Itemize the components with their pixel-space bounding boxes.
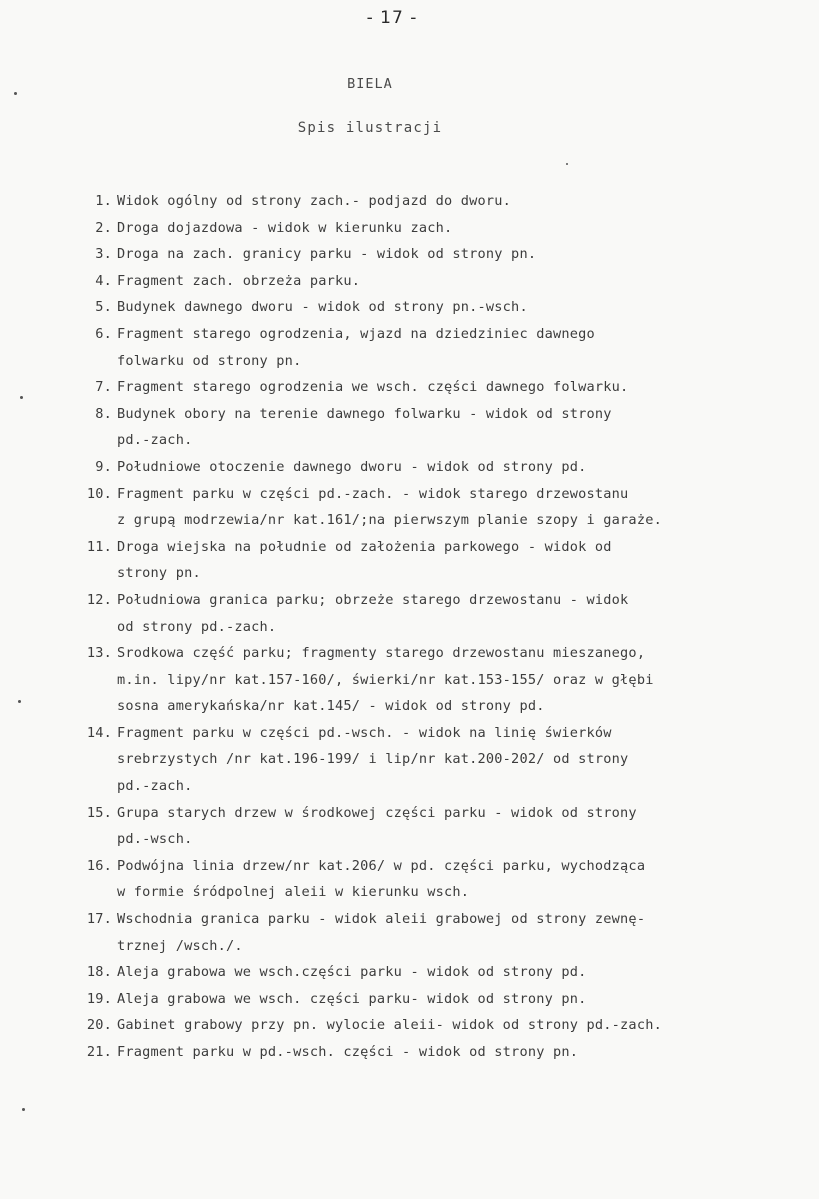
scan-speck [18,700,21,703]
item-number: 8. [95,405,112,422]
scan-speck [20,396,23,399]
item-number: 13. [86,645,112,662]
item-text: Południowe otoczenie dawnego dworu - widok od strony pd. [117,458,587,475]
item-number: 19. [86,990,112,1007]
item-text: Fragment starego ogrodzenia, wjazd na dziedziniec dawnego folwarku od strony pn. [117,325,595,369]
item-number: 18. [86,964,112,981]
item-number: 3. [95,246,112,263]
item-text: Budynek obory na terenie dawnego folwarku - widok od strony pd.-zach. [117,405,612,449]
list-item [66,986,796,1013]
scan-speck [14,92,17,95]
list-item [66,853,796,906]
item-number: 16. [86,857,112,874]
item-number: 6. [95,325,112,342]
document-title: BIELA [347,76,393,92]
item-text: Południowa granica parku; obrzeże starego drzewostanu - widok od strony pd.-zach. [117,591,629,635]
document-subtitle: Spis ilustracji [297,120,443,136]
item-number: 1. [95,193,112,209]
item-number: 20. [86,1017,112,1034]
item-text: Droga dojazdowa - widok w kierunku zach. [117,219,453,236]
item-text: Fragment starego ogrodzenia we wsch. części dawnego folwarku. [117,379,629,396]
list-item [66,321,796,374]
item-text: Droga wiejska na południe od założenia parkowego - widok od strony pn. [117,538,612,582]
list-item [66,268,796,295]
list-item [66,640,796,720]
list-item [66,401,796,454]
item-text: Podwójna linia drzew/nr kat.206/ w pd. części parku, wychodząca w formie śródpolnej aleii w kierunku wsch. [117,857,646,901]
list-item [66,534,796,587]
page-number: - 17 - [366,8,418,28]
list-item [66,215,796,242]
item-number: 15. [86,804,112,821]
list-item [66,720,796,800]
item-number: 2. [95,219,112,236]
list-item [66,906,796,959]
item-text: Budynek dawnego dworu - widok od strony pn.-wsch. [117,299,528,316]
item-text: Fragment zach. obrzeża parku. [117,272,361,289]
list-item [66,294,796,321]
list-item [66,959,796,986]
item-text: Fragment parku w części pd.-wsch. - widok na linię świerków srebrzystych /nr kat.196-199/ i lip/nr kat.200-202/ od strony pd.-zach. [117,724,629,795]
item-text: Grupa starych drzew w środkowej części parku - widok od strony pd.-wsch. [117,804,637,848]
item-number: 14. [86,724,112,741]
item-text: Srodkowa część parku; fragmenty starego drzewostanu mieszanego, m.in. lipy/nr kat.157-160/, świerki/nr kat.153-155/ oraz w głębi sosna amerykańska/nr kat.145/ - widok od strony pd. [117,645,654,715]
item-number: 11. [86,538,112,555]
item-number: 17. [86,911,112,928]
item-number: 7. [95,379,112,396]
illustration-list [66,188,796,1066]
item-number: 21. [86,1044,112,1060]
list-item [66,241,796,268]
item-text: Aleja grabowa we wsch.części parku - widok od strony pd. [117,964,587,981]
list-item [66,188,796,215]
item-text: Droga na zach. granicy parku - widok od strony pn. [117,246,537,263]
scan-speck [566,163,568,165]
item-text: Gabinet grabowy przy pn. wylocie aleii- widok od strony pd.-zach. [117,1017,662,1034]
item-text: Fragment parku w części pd.-zach. - widok starego drzewostanu z grupą modrzewia/nr kat.161/;na pierwszym planie szopy i garaże. [117,485,662,529]
list-item [66,1012,796,1039]
item-text: Fragment parku w pd.-wsch. części - widok od strony pn. [117,1044,579,1060]
list-item [66,800,796,853]
list-item [66,1039,796,1066]
list-item [66,481,796,534]
item-number: 12. [86,591,112,608]
scan-speck [22,1108,25,1111]
item-text: Widok ogólny od strony zach.- podjazd do dworu. [117,193,512,209]
item-number: 5. [95,299,112,316]
item-number: 10. [86,485,112,502]
item-text: Aleja grabowa we wsch. części parku- widok od strony pn. [117,990,587,1007]
list-item [66,374,796,401]
list-item [66,587,796,640]
item-number: 4. [95,272,112,289]
list-item [66,454,796,481]
item-number: 9. [95,458,112,475]
item-text: Wschodnia granica parku - widok aleii grabowej od strony zewnę- trznej /wsch./. [117,911,646,954]
